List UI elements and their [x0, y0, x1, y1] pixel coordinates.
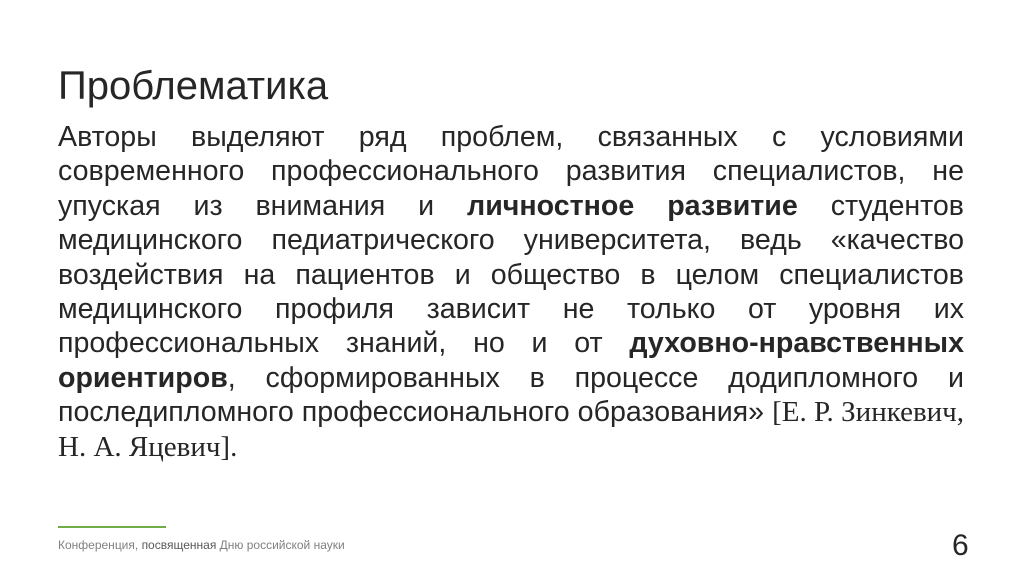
- slide-body-text: [58, 120, 964, 464]
- footer-text: [58, 537, 345, 553]
- body-bold-moral-orientations: духовно-нравственных ориентиров: [58, 327, 964, 394]
- body-text-part-2: студентов медицинского педиатрического университета, ведь «качество воздействия на пациентов и общество в целом специалистов медицинского профиля зависит не только от уровня их профессиональных знаний, но и от: [58, 189, 964, 360]
- slide-title: Проблематика: [58, 64, 329, 108]
- footer-text-part-3: Дню российской науки: [216, 538, 345, 552]
- page-number: 6: [952, 529, 969, 562]
- body-bold-personal-development: личностное развитие: [467, 189, 798, 222]
- body-text-part-3: , сформированных в процессе додипломного и последипломного профессионального образования»: [58, 361, 964, 429]
- footer-accent-line: [58, 526, 166, 528]
- footer-text-part-1: Конференция,: [58, 538, 142, 552]
- body-text-part-1: Авторы выделяют ряд проблем, связанных с условиями современного профессионального развития специалистов, не упуская из внимания и: [58, 121, 964, 222]
- body-end-period: .: [230, 430, 238, 463]
- body-citation: [Е. Р. Зинкевич, Н. А. Яцевич]: [58, 396, 965, 463]
- footer-text-part-2: посвященная: [141, 538, 217, 552]
